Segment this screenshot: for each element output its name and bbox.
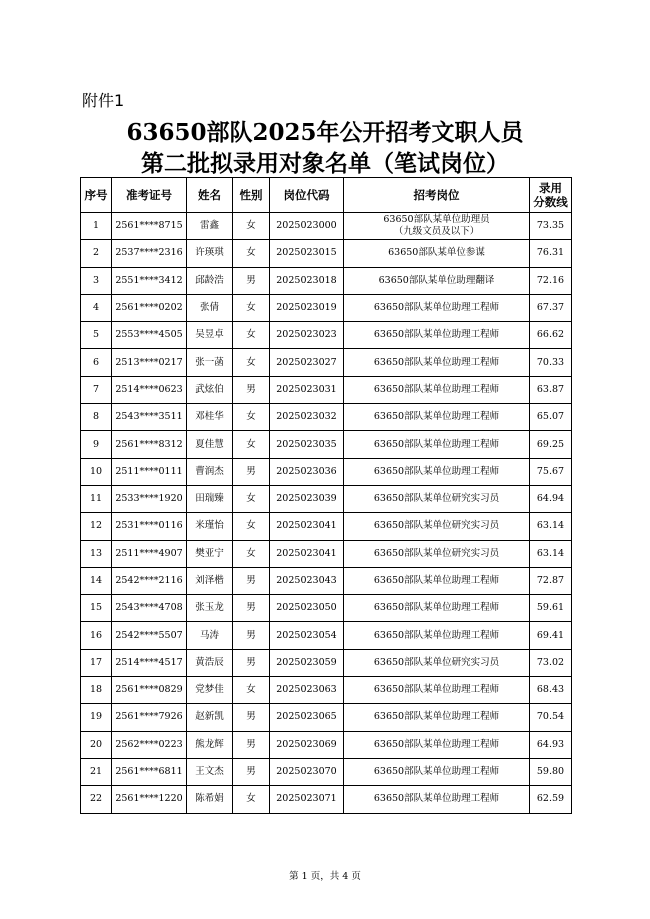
cell-post-code: 2025023015 bbox=[270, 240, 344, 267]
cell-post: 63650部队某单位助理工程师 bbox=[344, 404, 530, 431]
cell-score: 72.87 bbox=[530, 567, 572, 594]
cell-exam-no: 2561****8715 bbox=[112, 213, 187, 240]
document-subtitle: 第二批拟录用对象名单（笔试岗位） bbox=[141, 150, 509, 177]
cell-score: 70.54 bbox=[530, 704, 572, 731]
cell-name: 吴昱卓 bbox=[187, 322, 233, 349]
cell-score: 66.62 bbox=[530, 322, 572, 349]
cell-post: 63650部队某单位研究实习员 bbox=[344, 540, 530, 567]
cell-exam-no: 2533****1920 bbox=[112, 485, 187, 512]
cell-post-sub: （九级文员及以下） bbox=[393, 226, 480, 238]
cell-exam-no: 2561****0202 bbox=[112, 294, 187, 321]
cell-seq: 18 bbox=[81, 677, 112, 704]
cell-post: 63650部队某单位研究实习员 bbox=[344, 513, 530, 540]
cell-exam-no: 2561****7926 bbox=[112, 704, 187, 731]
cell-name: 张玉龙 bbox=[187, 595, 233, 622]
cell-exam-no: 2561****1220 bbox=[112, 786, 187, 813]
table-row bbox=[81, 376, 572, 403]
table-row bbox=[81, 649, 572, 676]
cell-exam-no: 2513****0217 bbox=[112, 349, 187, 376]
cell-exam-no: 2511****0111 bbox=[112, 458, 187, 485]
cell-gender: 男 bbox=[233, 267, 270, 294]
cell-post-code: 2025023041 bbox=[270, 513, 344, 540]
cell-exam-no: 2562****0223 bbox=[112, 731, 187, 758]
cell-post-code: 2025023019 bbox=[270, 294, 344, 321]
table-row bbox=[81, 540, 572, 567]
cell-seq: 10 bbox=[81, 458, 112, 485]
cell-name: 邱龄浩 bbox=[187, 267, 233, 294]
cell-post-main: 63650部队某单位助理员 bbox=[383, 214, 490, 226]
table-row bbox=[81, 213, 572, 240]
cell-post: 63650部队某单位助理工程师 bbox=[344, 322, 530, 349]
cell-post-code: 2025023032 bbox=[270, 404, 344, 431]
cell-score: 72.16 bbox=[530, 267, 572, 294]
cell-gender: 男 bbox=[233, 567, 270, 594]
cell-score: 64.94 bbox=[530, 485, 572, 512]
cell-gender: 男 bbox=[233, 595, 270, 622]
cell-name: 黄浩辰 bbox=[187, 649, 233, 676]
cell-seq: 3 bbox=[81, 267, 112, 294]
col-header-seq: 序号 bbox=[81, 178, 112, 213]
cell-exam-no: 2561****8312 bbox=[112, 431, 187, 458]
cell-post: 63650部队某单位助理翻译 bbox=[344, 267, 530, 294]
cell-name: 夏佳慧 bbox=[187, 431, 233, 458]
cell-exam-no: 2511****4907 bbox=[112, 540, 187, 567]
cell-post-code: 2025023059 bbox=[270, 649, 344, 676]
cell-post: 63650部队某单位助理工程师 bbox=[344, 786, 530, 813]
cell-score: 76.31 bbox=[530, 240, 572, 267]
cell-name: 刘泽楷 bbox=[187, 567, 233, 594]
cell-seq: 4 bbox=[81, 294, 112, 321]
table-row bbox=[81, 404, 572, 431]
table-row bbox=[81, 349, 572, 376]
col-header-score bbox=[530, 178, 572, 213]
cell-seq: 12 bbox=[81, 513, 112, 540]
cell-exam-no: 2561****6811 bbox=[112, 758, 187, 785]
cell-name: 张倩 bbox=[187, 294, 233, 321]
cell-name: 曹润杰 bbox=[187, 458, 233, 485]
cell-name: 熊龙辉 bbox=[187, 731, 233, 758]
cell-name: 雷鑫 bbox=[187, 213, 233, 240]
cell-score: 63.14 bbox=[530, 513, 572, 540]
table-row bbox=[81, 704, 572, 731]
cell-post-code: 2025023036 bbox=[270, 458, 344, 485]
cell-score: 68.43 bbox=[530, 677, 572, 704]
cell-name: 武炫伯 bbox=[187, 376, 233, 403]
table-row bbox=[81, 677, 572, 704]
cell-gender: 男 bbox=[233, 731, 270, 758]
cell-seq: 15 bbox=[81, 595, 112, 622]
table-row bbox=[81, 513, 572, 540]
cell-post-code: 2025023039 bbox=[270, 485, 344, 512]
table-row bbox=[81, 567, 572, 594]
col-header-post-code: 岗位代码 bbox=[270, 178, 344, 213]
cell-seq: 21 bbox=[81, 758, 112, 785]
cell-post: 63650部队某单位参谋 bbox=[344, 240, 530, 267]
cell-gender: 女 bbox=[233, 213, 270, 240]
cell-exam-no: 2543****4708 bbox=[112, 595, 187, 622]
attachment-label: 附件1 bbox=[82, 91, 125, 110]
table-row bbox=[81, 595, 572, 622]
cell-name: 樊亚宁 bbox=[187, 540, 233, 567]
table-row bbox=[81, 240, 572, 267]
cell-name: 邓桂华 bbox=[187, 404, 233, 431]
cell-gender: 女 bbox=[233, 431, 270, 458]
cell-post: 63650部队某单位助理工程师 bbox=[344, 704, 530, 731]
cell-gender: 女 bbox=[233, 240, 270, 267]
cell-name: 米瑾怡 bbox=[187, 513, 233, 540]
cell-post: 63650部队某单位助理工程师 bbox=[344, 622, 530, 649]
cell-score: 70.33 bbox=[530, 349, 572, 376]
cell-seq: 8 bbox=[81, 404, 112, 431]
cell-score: 69.25 bbox=[530, 431, 572, 458]
cell-post-code: 2025023065 bbox=[270, 704, 344, 731]
table-row bbox=[81, 731, 572, 758]
cell-gender: 男 bbox=[233, 376, 270, 403]
cell-post-code: 2025023035 bbox=[270, 431, 344, 458]
cell-post: 63650部队某单位助理工程师 bbox=[344, 677, 530, 704]
cell-exam-no: 2514****4517 bbox=[112, 649, 187, 676]
cell-name: 赵新凯 bbox=[187, 704, 233, 731]
cell-seq: 13 bbox=[81, 540, 112, 567]
cell-gender: 男 bbox=[233, 704, 270, 731]
cell-gender: 男 bbox=[233, 622, 270, 649]
col-header-gender: 性别 bbox=[233, 178, 270, 213]
cell-exam-no: 2514****0623 bbox=[112, 376, 187, 403]
cell-seq: 22 bbox=[81, 786, 112, 813]
col-header-exam-no: 准考证号 bbox=[112, 178, 187, 213]
admission-table bbox=[80, 177, 572, 814]
cell-post-code: 2025023063 bbox=[270, 677, 344, 704]
cell-gender: 男 bbox=[233, 649, 270, 676]
table-header-row bbox=[81, 178, 572, 213]
table-row bbox=[81, 322, 572, 349]
cell-post: 63650部队某单位助理工程师 bbox=[344, 376, 530, 403]
cell-exam-no: 2553****4505 bbox=[112, 322, 187, 349]
cell-gender: 男 bbox=[233, 458, 270, 485]
cell-score: 63.87 bbox=[530, 376, 572, 403]
cell-post: 63650部队某单位助理工程师 bbox=[344, 758, 530, 785]
cell-post-code: 2025023041 bbox=[270, 540, 344, 567]
cell-post-code: 2025023027 bbox=[270, 349, 344, 376]
cell-post bbox=[344, 213, 530, 240]
cell-seq: 11 bbox=[81, 485, 112, 512]
cell-score: 63.14 bbox=[530, 540, 572, 567]
cell-name: 党梦佳 bbox=[187, 677, 233, 704]
cell-post: 63650部队某单位助理工程师 bbox=[344, 567, 530, 594]
cell-post: 63650部队某单位助理工程师 bbox=[344, 294, 530, 321]
cell-post-code: 2025023031 bbox=[270, 376, 344, 403]
cell-post-code: 2025023069 bbox=[270, 731, 344, 758]
page-footer: 第 1 页，共 4 页 bbox=[289, 871, 361, 882]
cell-score: 65.07 bbox=[530, 404, 572, 431]
document-title: 63650部队2025年公开招考文职人员 bbox=[126, 119, 524, 146]
table-row bbox=[81, 622, 572, 649]
cell-seq: 17 bbox=[81, 649, 112, 676]
cell-seq: 1 bbox=[81, 213, 112, 240]
cell-seq: 16 bbox=[81, 622, 112, 649]
table-row bbox=[81, 267, 572, 294]
cell-score: 59.61 bbox=[530, 595, 572, 622]
cell-gender: 女 bbox=[233, 513, 270, 540]
cell-score: 59.80 bbox=[530, 758, 572, 785]
cell-gender: 女 bbox=[233, 485, 270, 512]
cell-post-code: 2025023043 bbox=[270, 567, 344, 594]
cell-seq: 19 bbox=[81, 704, 112, 731]
cell-gender: 女 bbox=[233, 294, 270, 321]
cell-exam-no: 2531****0116 bbox=[112, 513, 187, 540]
cell-gender: 女 bbox=[233, 349, 270, 376]
cell-score: 69.41 bbox=[530, 622, 572, 649]
col-header-score-line1: 录用 bbox=[539, 181, 562, 195]
cell-score: 75.67 bbox=[530, 458, 572, 485]
cell-exam-no: 2551****3412 bbox=[112, 267, 187, 294]
table-row bbox=[81, 786, 572, 813]
cell-score: 73.35 bbox=[530, 213, 572, 240]
cell-score: 73.02 bbox=[530, 649, 572, 676]
table-row bbox=[81, 431, 572, 458]
cell-gender: 男 bbox=[233, 758, 270, 785]
cell-seq: 6 bbox=[81, 349, 112, 376]
cell-name: 田瑞臻 bbox=[187, 485, 233, 512]
cell-gender: 女 bbox=[233, 540, 270, 567]
cell-exam-no: 2537****2316 bbox=[112, 240, 187, 267]
table-row bbox=[81, 458, 572, 485]
cell-post-code: 2025023000 bbox=[270, 213, 344, 240]
cell-seq: 5 bbox=[81, 322, 112, 349]
cell-name: 王文杰 bbox=[187, 758, 233, 785]
cell-gender: 女 bbox=[233, 322, 270, 349]
cell-gender: 女 bbox=[233, 677, 270, 704]
cell-name: 许瑛琪 bbox=[187, 240, 233, 267]
cell-gender: 女 bbox=[233, 404, 270, 431]
cell-exam-no: 2561****0829 bbox=[112, 677, 187, 704]
cell-score: 67.37 bbox=[530, 294, 572, 321]
cell-score: 62.59 bbox=[530, 786, 572, 813]
table-row bbox=[81, 758, 572, 785]
col-header-name: 姓名 bbox=[187, 178, 233, 213]
cell-exam-no: 2542****2116 bbox=[112, 567, 187, 594]
col-header-score-line2: 分数线 bbox=[533, 195, 568, 209]
cell-post-code: 2025023071 bbox=[270, 786, 344, 813]
table-row bbox=[81, 485, 572, 512]
cell-post-code: 2025023018 bbox=[270, 267, 344, 294]
col-header-post: 招考岗位 bbox=[344, 178, 530, 213]
cell-post: 63650部队某单位助理工程师 bbox=[344, 458, 530, 485]
cell-name: 张一菡 bbox=[187, 349, 233, 376]
cell-post-code: 2025023050 bbox=[270, 595, 344, 622]
cell-exam-no: 2542****5507 bbox=[112, 622, 187, 649]
cell-post: 63650部队某单位助理工程师 bbox=[344, 431, 530, 458]
cell-post-code: 2025023054 bbox=[270, 622, 344, 649]
cell-seq: 20 bbox=[81, 731, 112, 758]
cell-gender: 女 bbox=[233, 786, 270, 813]
cell-seq: 2 bbox=[81, 240, 112, 267]
cell-post: 63650部队某单位研究实习员 bbox=[344, 649, 530, 676]
cell-seq: 9 bbox=[81, 431, 112, 458]
cell-seq: 7 bbox=[81, 376, 112, 403]
cell-post: 63650部队某单位助理工程师 bbox=[344, 731, 530, 758]
cell-post: 63650部队某单位助理工程师 bbox=[344, 349, 530, 376]
cell-name: 陈希娟 bbox=[187, 786, 233, 813]
cell-post: 63650部队某单位助理工程师 bbox=[344, 595, 530, 622]
cell-post: 63650部队某单位研究实习员 bbox=[344, 485, 530, 512]
cell-seq: 14 bbox=[81, 567, 112, 594]
cell-score: 64.93 bbox=[530, 731, 572, 758]
cell-exam-no: 2543****3511 bbox=[112, 404, 187, 431]
cell-post-code: 2025023023 bbox=[270, 322, 344, 349]
cell-name: 马涛 bbox=[187, 622, 233, 649]
cell-post-code: 2025023070 bbox=[270, 758, 344, 785]
table-row bbox=[81, 294, 572, 321]
